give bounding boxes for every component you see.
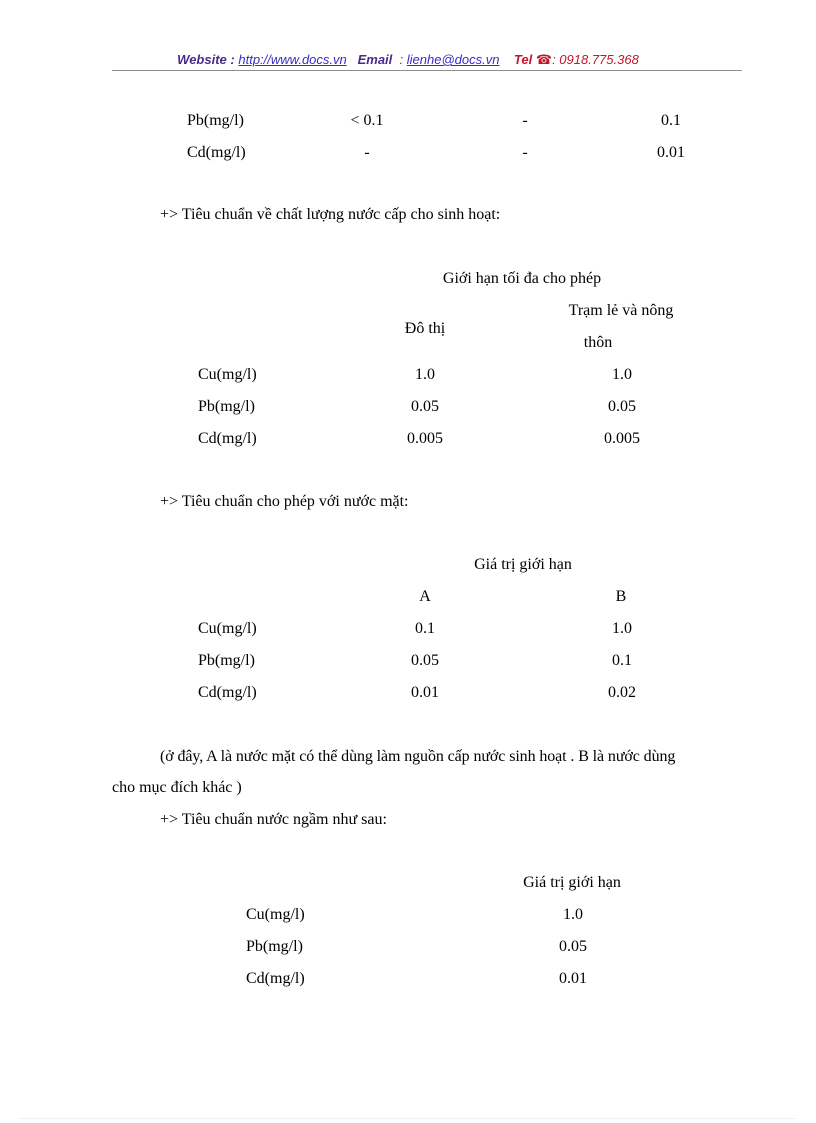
page-header — [0, 50, 816, 70]
table-row-param: Cd(mg/l) — [246, 970, 305, 987]
section-heading: +> Tiêu chuẩn về chất lượng nước cấp cho sinh hoạt: — [160, 206, 501, 223]
table-row-param: Pb(mg/l) — [246, 938, 303, 955]
table-cell: 0.01 — [411, 684, 439, 701]
table-row-param: Pb(mg/l) — [187, 112, 244, 129]
table-cell: 0.1 — [661, 112, 681, 129]
table-cell: 0.05 — [411, 398, 439, 415]
table-cell: 1.0 — [415, 366, 435, 383]
column-header-rural: Trạm lẻ và nông — [568, 302, 674, 319]
table-cell: 0.05 — [559, 938, 587, 955]
table-row-param: Pb(mg/l) — [198, 652, 255, 669]
table-group-header: Giới hạn tối đa cho phép — [442, 270, 602, 287]
tel-label: Tel — [513, 52, 533, 67]
table-cell: 1.0 — [612, 366, 632, 383]
note-paragraph: (ở đây, A là nước mặt có thể dùng làm nguồn cấp nước sinh hoạt . B là nước dùng — [160, 748, 676, 765]
table-cell: - — [364, 144, 370, 161]
table-cell: 1.0 — [612, 620, 632, 637]
header-divider — [112, 70, 742, 71]
website-link[interactable]: http://www.docs.vn — [238, 52, 347, 67]
column-header-a: A — [419, 588, 431, 605]
table-cell: 0.1 — [612, 652, 632, 669]
section-heading: +> Tiêu chuẩn nước ngầm như sau: — [160, 811, 387, 828]
table-cell: 0.1 — [415, 620, 435, 637]
table-row-param: Cu(mg/l) — [198, 366, 257, 383]
table-cell: 0.01 — [657, 144, 685, 161]
table-row-param: Cu(mg/l) — [198, 620, 257, 637]
website-label: Website : — [177, 52, 235, 67]
table-row-param: Cd(mg/l) — [187, 144, 246, 161]
table-cell: 0.01 — [559, 970, 587, 987]
table-cell: 0.005 — [604, 430, 640, 447]
table-cell: 1.0 — [563, 906, 583, 923]
table-row-param: Cd(mg/l) — [198, 684, 257, 701]
table-row-param: Cu(mg/l) — [246, 906, 305, 923]
table-row-param: Pb(mg/l) — [198, 398, 255, 415]
column-header-rural-cont: thôn — [583, 334, 613, 351]
column-header-b: B — [615, 588, 627, 605]
table-cell: - — [522, 144, 528, 161]
telephone-icon: ☎ — [535, 52, 553, 67]
table-row-param: Cd(mg/l) — [198, 430, 257, 447]
email-link[interactable]: lienhe@docs.vn — [406, 52, 500, 67]
table-cell: - — [522, 112, 528, 129]
tel-number: : 0918.775.368 — [552, 52, 639, 67]
table-cell: 0.05 — [411, 652, 439, 669]
email-label: Email — [357, 52, 393, 67]
note-paragraph-cont: cho mục đích khác ) — [112, 779, 242, 796]
footer-divider — [20, 1118, 796, 1119]
table-cell: 0.02 — [608, 684, 636, 701]
table-group-header: Giá trị giới hạn — [474, 556, 572, 573]
column-header-urban: Đô thị — [404, 320, 446, 337]
table-group-header: Giá trị giới hạn — [523, 874, 621, 891]
table-cell: 0.005 — [407, 430, 443, 447]
table-cell: 0.05 — [608, 398, 636, 415]
section-heading: +> Tiêu chuẩn cho phép với nước mặt: — [160, 493, 409, 510]
email-separator: : — [399, 52, 404, 67]
table-cell: < 0.1 — [350, 112, 384, 129]
